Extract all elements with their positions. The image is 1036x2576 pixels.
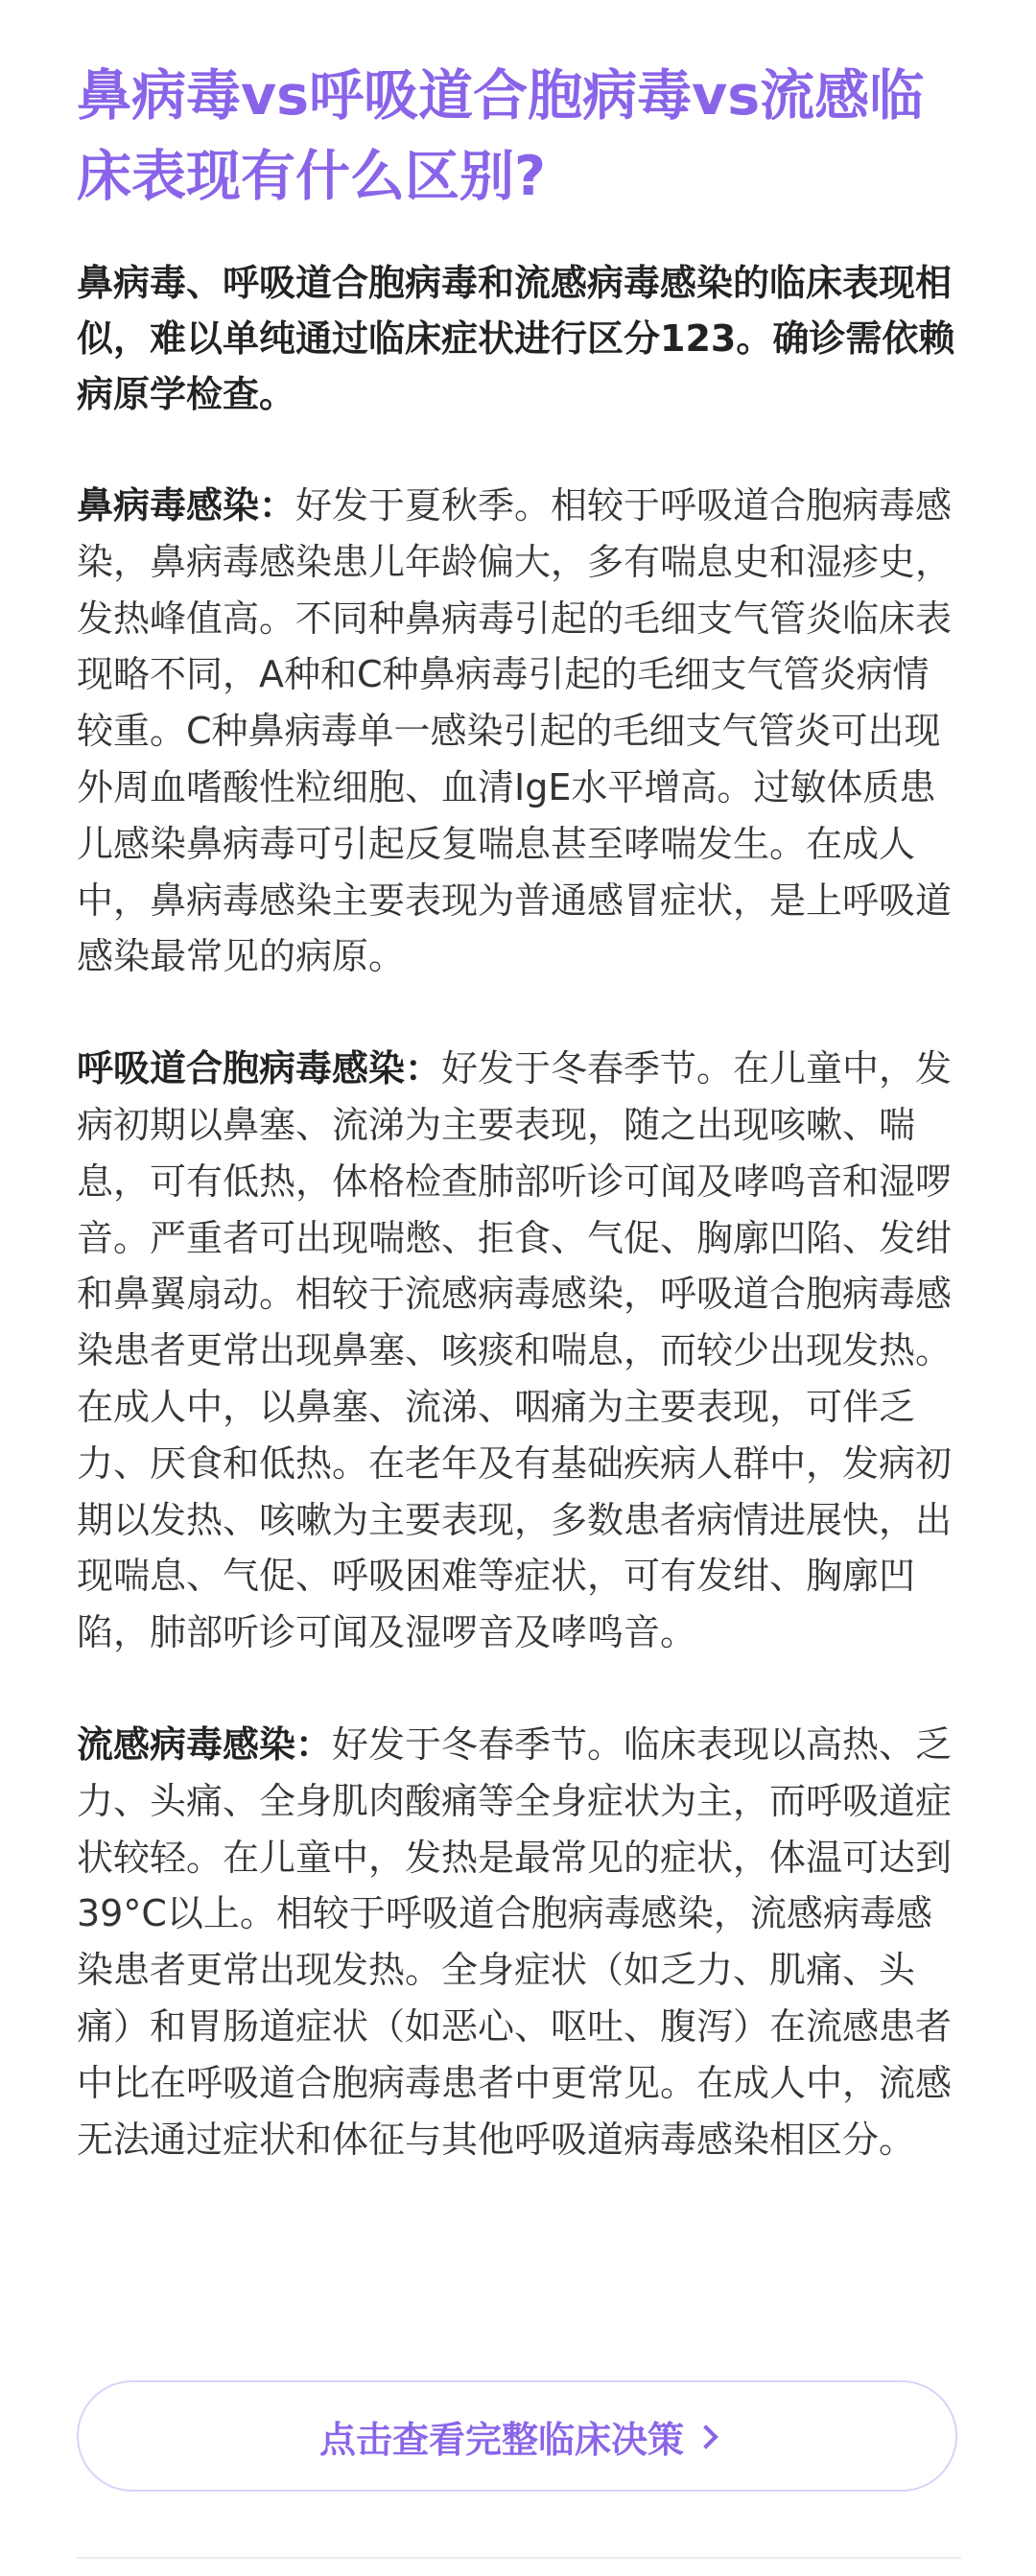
section-body: 好发于冬春季节。临床表现以高热、乏力、头痛、全身肌肉酸痛等全身症状为主，而呼吸道症状较轻。在儿童中，发热是最常见的症状，体温可达到39°C以上。相较于呼吸道合胞病毒感染，流感病毒感染患者更常出现发热。全身症状（如乏力、肌痛、头痛）和胃肠道症状（如恶心、呕吐、腹泻）在流感患者中比在呼吸道合胞病毒患者中更常见。在成人中，流感无法通过症状和体征与其他呼吸道病毒感染相区分。 — [77, 1722, 953, 2161]
chevron-right-icon — [694, 2424, 718, 2448]
section-lead: 鼻病毒感染： — [77, 484, 296, 527]
cta-label: 点击查看完整临床决策 — [318, 2418, 684, 2461]
section-influenza — [77, 1717, 961, 2167]
view-full-decision-button[interactable] — [77, 2380, 957, 2492]
section-body: 好发于冬春季节。在儿童中，发病初期以鼻塞、流涕为主要表现，随之出现咳嗽、喘息，可有低热，体格检查肺部听诊可闻及哮鸣音和湿啰音。严重者可出现喘憋、拒食、气促、胸廓凹陷、发绀和鼻翼扇动。相较于流感病毒感染，呼吸道合胞病毒感染患者更常出现鼻塞、咳痰和喘息，而较少出现发热。在成人中，以鼻塞、流涕、咽痛为主要表现，可伴乏力、厌食和低热。在老年及有基础疾病人群中，发病初期以发热、咳嗽为主要表现，多数患者病情进展快，出现喘息、气促、呼吸困难等症状，可有发绀、胸廓凹陷，肺部听诊可闻及湿啰音及哮鸣音。 — [77, 1047, 953, 1654]
divider — [77, 2557, 961, 2559]
section-lead: 呼吸道合胞病毒感染： — [77, 1047, 442, 1090]
section-body: 好发于夏秋季。相较于呼吸道合胞病毒感染，鼻病毒感染患儿年龄偏大，多有喘息史和湿疹史，发热峰值高。不同种鼻病毒引起的毛细支气管炎临床表现略不同，A种和C种鼻病毒引起的毛细支气管炎病情较重。C种鼻病毒单一感染引起的毛细支气管炎可出现外周血嗜酸性粒细胞、血清IgE水平增高。过敏体质患儿感染鼻病毒可引起反复喘息甚至哮喘发生。在成人中，鼻病毒感染主要表现为普通感冒症状，是上呼吸道感染最常见的病原。 — [77, 484, 953, 978]
section-rsv — [77, 1041, 961, 1661]
article — [77, 56, 961, 2167]
section-lead: 流感病毒感染： — [77, 1722, 333, 1766]
section-rhinovirus — [77, 478, 961, 985]
article-title: 鼻病毒vs呼吸道合胞病毒vs流感临床表现有什么区别? — [77, 64, 925, 208]
article-summary: 鼻病毒、呼吸道合胞病毒和流感病毒感染的临床表现相似，难以单纯通过临床症状进行区分123。确诊需依赖病原学检查。 — [77, 262, 955, 415]
